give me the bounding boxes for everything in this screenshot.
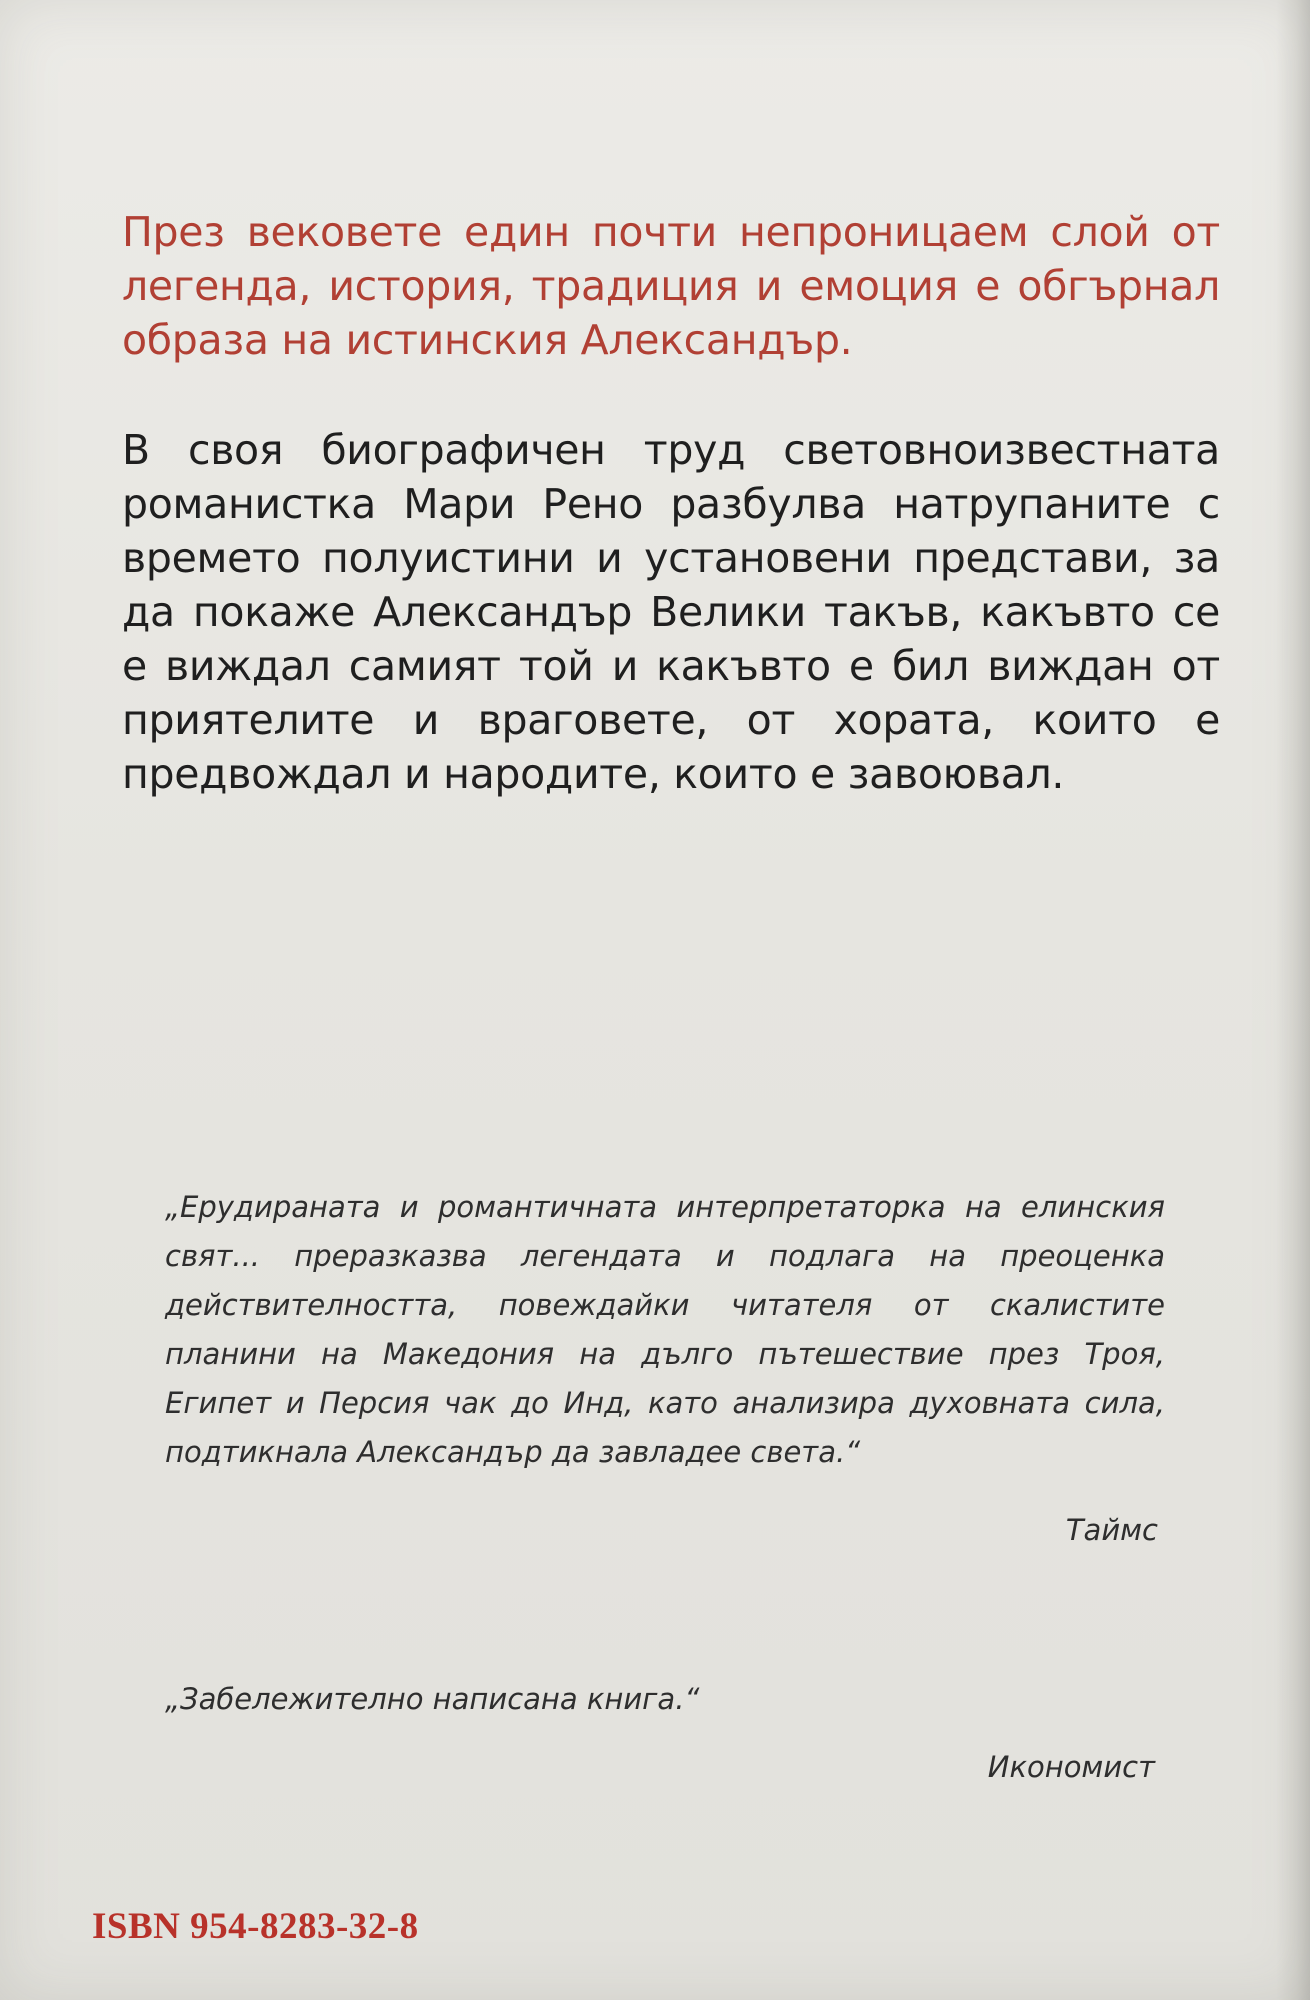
cover-edge-shadow <box>1276 0 1310 2000</box>
review-source-economist: Икономист <box>987 1750 1155 1784</box>
blurb-body: В своя биографичен труд световноизвестната романистка Мари Рено разбулва натрупаните с времето полуистини и установени представи, за да покаже Александър Велики такъв, какъвто се е виждал самият той и какъвто е бил виждан от приятелите и враговете, от хората, които е предвождал и народите, които е завоювал. <box>122 426 1220 798</box>
review-source-times: Таймс <box>1065 1513 1158 1547</box>
review-quote-economist: „Забележително написана книга.“ <box>165 1682 700 1716</box>
blurb-intro: През вековете един почти непроницаем слой от легенда, история, традиция и емоция е обгърнал образа на истинския Александър. <box>122 208 1220 364</box>
review-quote-times: „Ерудираната и романтичната интерпретаторка на елинския свят... преразказва легендата и подлага на преоценка действителността, повеждайки читателя от скалистите планини на Македония на дълго пътешествие през Троя, Египет и Персия чак до Инд, като анализира духовната сила, подтикнала Александър да завладее света.“ <box>165 1190 1165 1469</box>
isbn-number: ISBN 954-8283-32-8 <box>92 1906 419 1947</box>
